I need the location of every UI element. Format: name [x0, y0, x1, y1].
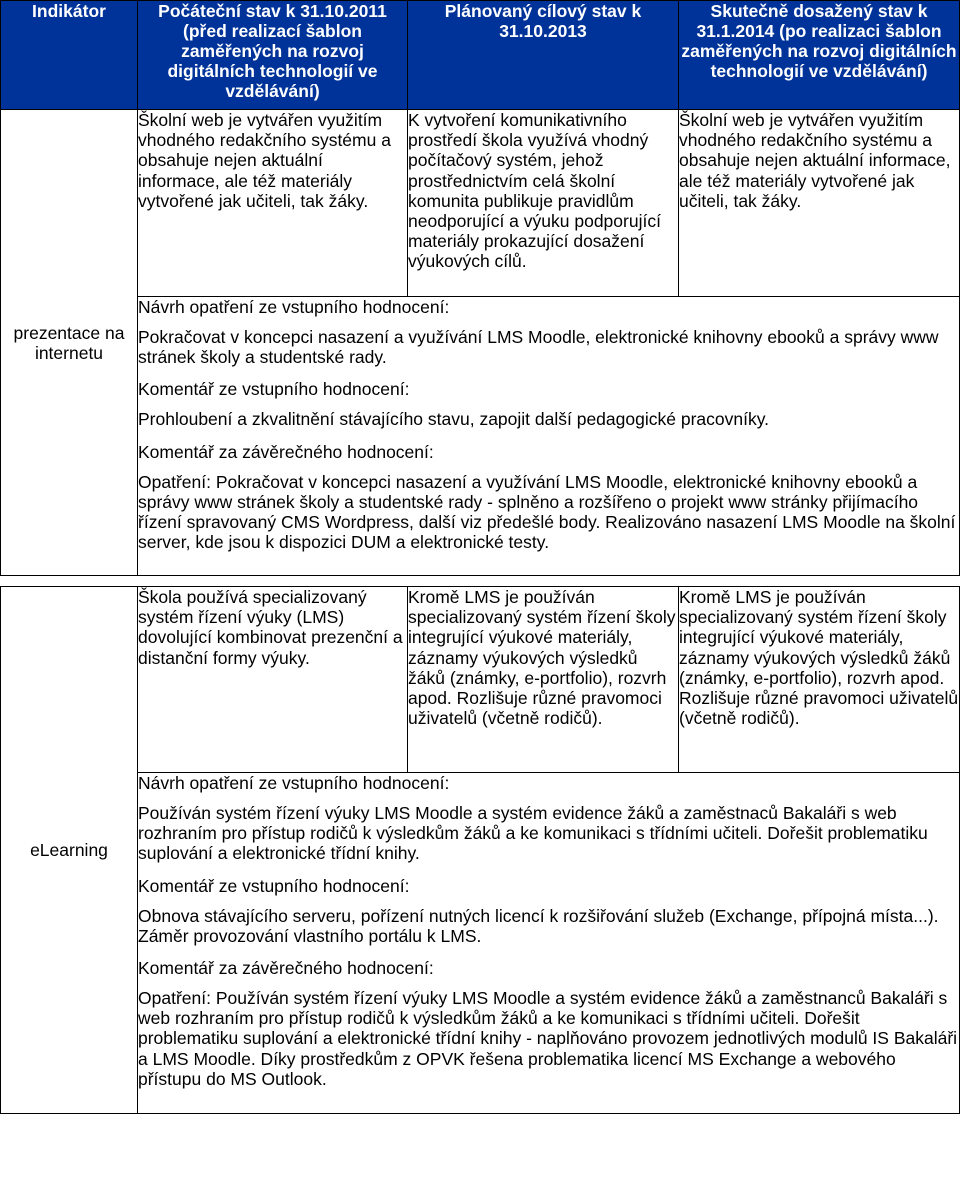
- indicator-row: [1, 587, 960, 773]
- comments-row: [1, 297, 960, 576]
- evaluation-table-continued: [0, 586, 960, 1114]
- final-comment-text: Opatření: Používán systém řízení výuky LMS Moodle a systém evidence žáků a zaměstnanců Bakaláři s web rozhraním pro přístup rodičů k výsledkům žáků a ke komunikaci s třídními učiteli. Dořešit problematiku suplování a elektronické třídní knihy - naplňováno provozem jednotlivých modulů IS Bakaláři a LMS Moodle. Díky prostředkům z OPVK řešena problematika licencí MS Exchange a webového přístupu do MS Outlook.: [138, 988, 958, 1089]
- indicator-row: [1, 110, 960, 297]
- entry-comment-text: Prohloubení a zkvalitnění stávajícího stavu, zapojit další pedagogické pracovníky.: [138, 409, 770, 430]
- initial-state-cell: Škola používá specializovaný systém řízení výuky (LMS) dovolující kombinovat prezenční a distanční formy výuky.: [138, 587, 408, 773]
- header-planned-state: Plánovaný cílový stav k 31.10.2013: [408, 1, 679, 110]
- proposal-label: Návrh opatření ze vstupního hodnocení:: [138, 297, 450, 317]
- evaluation-table: [0, 0, 960, 576]
- planned-state-cell: K vytvoření komunikativního prostředí škola využívá vhodný počítačový systém, jehož prostřednictvím celá školní komunita publikuje pravidlům neodporující a výuku podporující materiály prokazující dosažení výukových cílů.: [408, 110, 679, 297]
- final-comment-label: Komentář za závěrečného hodnocení:: [138, 441, 434, 462]
- indicator-name: eLearning: [1, 587, 138, 1114]
- entry-comment-text: Obnova stávajícího serveru, pořízení nutných licencí k rozšiřování služeb (Exchange, přípojná místa...). Záměr provozování vlastního portálu k LMS.: [138, 905, 939, 946]
- header-row: [1, 1, 960, 110]
- final-comment-text: Opatření: Pokračovat v koncepci nasazení a využívání LMS Moodle, elektronické knihovny ebooků a správy www stránek školy a studentské rady - splněno a rozšířeno o projekt www stránky přijímacího řízení spravovaný CMS Wordpress, další viz předešlé body. Realizováno nasazení LMS Moodle na školní server, kde jsou k dispozici DUM a elektronické testy.: [138, 471, 956, 553]
- actual-state-cell: Kromě LMS je používán specializovaný systém řízení školy integrující výukové materiály, záznamy výukových výsledků žáků (známky, e-portfolio), rozvrh apod. Rozlišuje různé pravomoci uživatelů (včetně rodičů).: [679, 587, 960, 773]
- comments-cell: [138, 297, 960, 576]
- header-actual-state: Skutečně dosažený stav k 31.1.2014 (po realizaci šablon zaměřených na rozvoj digitálních technologií ve vzdělávání): [679, 1, 960, 110]
- entry-comment-label: Komentář ze vstupního hodnocení:: [138, 875, 410, 896]
- header-indicator: Indikátor: [1, 1, 138, 110]
- row-separator: [0, 576, 960, 586]
- proposal-text: Používán systém řízení výuky LMS Moodle a systém evidence žáků a zaměstnaců Bakaláři s web rozhraním pro přístup rodičů k výsledkům žáků a ke komunikaci s třídními učiteli. Dořešit problematiku suplování a elektronické třídní knihy.: [138, 803, 928, 864]
- actual-state-cell: Školní web je vytvářen využitím vhodného redakčního systému a obsahuje nejen aktuální informace, ale též materiály vytvořené jak učiteli, tak žáky.: [679, 110, 960, 297]
- final-comment-label: Komentář za závěrečného hodnocení:: [138, 958, 434, 979]
- entry-comment-label: Komentář ze vstupního hodnocení:: [138, 379, 410, 400]
- header-initial-state: Počáteční stav k 31.10.2011 (před realizací šablon zaměřených na rozvoj digitálních technologií ve vzdělávání): [138, 1, 408, 110]
- planned-state-cell: Kromě LMS je používán specializovaný systém řízení školy integrující výukové materiály, záznamy výukových výsledků žáků (známky, e-portfolio), rozvrh apod. Rozlišuje různé pravomoci uživatelů (včetně rodičů).: [408, 587, 679, 773]
- indicator-name: prezentace na internetu: [1, 110, 138, 576]
- comments-cell: [138, 773, 960, 1114]
- proposal-text: Pokračovat v koncepci nasazení a využívání LMS Moodle, elektronické knihovny ebooků a správy www stránek školy a studentské rady.: [138, 327, 939, 368]
- proposal-label: Návrh opatření ze vstupního hodnocení:: [138, 773, 450, 793]
- initial-state-cell: Školní web je vytvářen využitím vhodného redakčního systému a obsahuje nejen aktuální informace, ale též materiály vytvořené jak učiteli, tak žáky.: [138, 110, 408, 297]
- comments-row: [1, 773, 960, 1114]
